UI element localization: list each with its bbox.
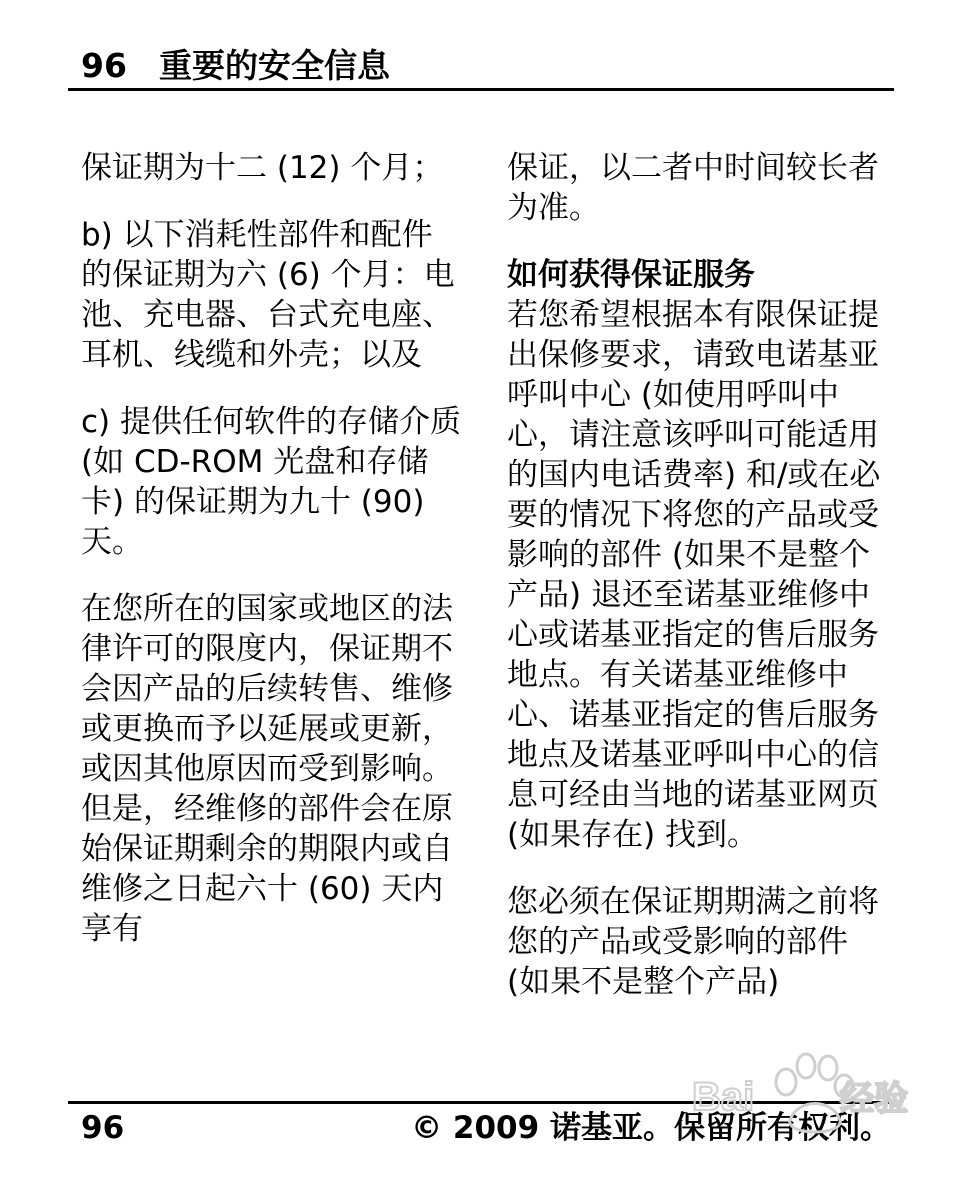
heading-get-service: 如何获得保证服务 xyxy=(507,257,755,293)
footer-rule xyxy=(68,1101,894,1104)
paragraph-extension: 在您所在的国家或地区的法律许可的限度内，保证期不会因产品的后续转售、维修或更换而予以延展或更新，或因其他原因而受到影响。但是，经维修的部件会在原始保证期剩余的期限内或自维修之日起六十 (60) 天内享有 xyxy=(81,591,453,947)
header-page-number: 96 xyxy=(81,46,127,85)
header-rule xyxy=(68,88,894,91)
paragraph-warranty-period: 保证期为十二 (12) 个月； xyxy=(81,150,444,186)
paragraph-consumables: b) 以下消耗性部件和配件的保证期为六 (6) 个月：电池、充电器、台式充电座、耳机、线缆和外壳；以及 xyxy=(81,217,455,373)
paragraph-media: c) 提供任何软件的存储介质 (如 CD-ROM 光盘和存储卡) 的保证期为九十 (90) 天。 xyxy=(81,404,461,560)
page-footer xyxy=(81,1106,891,1150)
right-column xyxy=(507,148,887,1029)
paragraph-longer-term: 保证，以二者中时间较长者为准。 xyxy=(507,150,879,226)
paragraph-deadline: 您必须在保证期期满之前将您的产品或受影响的部件 (如果不是整个产品) xyxy=(507,884,879,1000)
copyright-notice: © 2009 诺基亚。保留所有权利。 xyxy=(411,1110,891,1146)
paragraph-service-steps: 若您希望根据本有限保证提出保修要求，请致电诺基亚呼叫中心 (如使用呼叫中心，请注意该呼叫可能适用的国内电话费率) 和/或在必要的情况下将您的产品或受影响的部件 (如果不是整个产品) 退还至诺基亚维修中心或诺基亚指定的售后服务地点。有关诺基亚维修中心、诺基亚指定的售后服务地点及诺基亚呼叫中心的信息可经由当地的诺基亚网页 (如果存在) 找到。 xyxy=(507,297,881,853)
section-title: 重要的安全信息 xyxy=(159,46,390,85)
svg-text:经验: 经验 xyxy=(840,1079,908,1119)
footer-page-number: 96 xyxy=(81,1110,125,1146)
page-header xyxy=(81,46,901,86)
svg-text:Bai: Bai xyxy=(692,1075,755,1119)
left-column xyxy=(81,148,461,976)
